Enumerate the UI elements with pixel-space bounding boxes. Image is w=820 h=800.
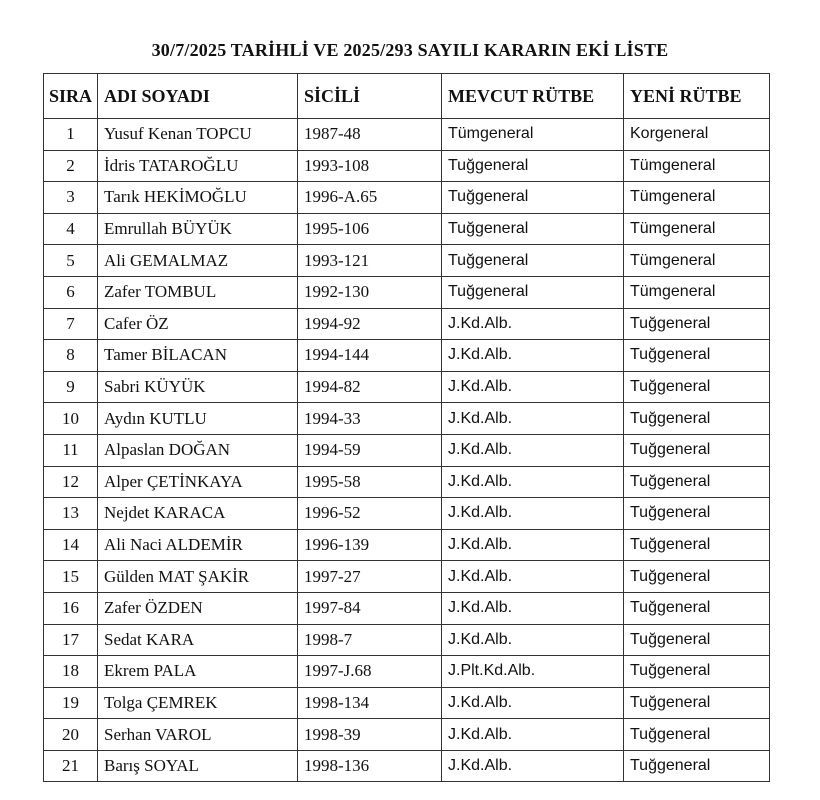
table-row xyxy=(44,308,770,340)
cell-sira: 13 xyxy=(44,498,98,530)
cell-yeni-rutbe: Tuğgeneral xyxy=(624,561,770,593)
table-row xyxy=(44,624,770,656)
cell-sicili: 1998-7 xyxy=(298,624,442,656)
cell-yeni-rutbe: Tümgeneral xyxy=(624,213,770,245)
cell-sicili: 1996-A.65 xyxy=(298,182,442,214)
cell-sicili: 1993-121 xyxy=(298,245,442,277)
cell-sicili: 1992-130 xyxy=(298,276,442,308)
header-yeni-rutbe: YENİ RÜTBE xyxy=(624,74,770,119)
table-header-row xyxy=(44,74,770,119)
header-mevcut-rutbe: MEVCUT RÜTBE xyxy=(442,74,624,119)
cell-adi-soyadi: Serhan VAROL xyxy=(98,719,298,751)
cell-sira: 5 xyxy=(44,245,98,277)
cell-mevcut-rutbe: J.Kd.Alb. xyxy=(442,371,624,403)
cell-sira: 14 xyxy=(44,529,98,561)
cell-sira: 10 xyxy=(44,403,98,435)
cell-sira: 15 xyxy=(44,561,98,593)
cell-sicili: 1997-84 xyxy=(298,592,442,624)
table-row xyxy=(44,371,770,403)
cell-sira: 19 xyxy=(44,687,98,719)
cell-yeni-rutbe: Tuğgeneral xyxy=(624,656,770,688)
cell-adi-soyadi: Ekrem PALA xyxy=(98,656,298,688)
cell-mevcut-rutbe: J.Kd.Alb. xyxy=(442,308,624,340)
cell-adi-soyadi: Cafer ÖZ xyxy=(98,308,298,340)
cell-mevcut-rutbe: Tuğgeneral xyxy=(442,182,624,214)
cell-sicili: 1993-108 xyxy=(298,150,442,182)
cell-mevcut-rutbe: J.Plt.Kd.Alb. xyxy=(442,656,624,688)
cell-sira: 9 xyxy=(44,371,98,403)
table-row xyxy=(44,276,770,308)
table-row xyxy=(44,687,770,719)
cell-sicili: 1997-27 xyxy=(298,561,442,593)
cell-adi-soyadi: Tarık HEKİMOĞLU xyxy=(98,182,298,214)
cell-mevcut-rutbe: J.Kd.Alb. xyxy=(442,592,624,624)
cell-yeni-rutbe: Tuğgeneral xyxy=(624,529,770,561)
cell-yeni-rutbe: Tuğgeneral xyxy=(624,308,770,340)
cell-adi-soyadi: Ali GEMALMAZ xyxy=(98,245,298,277)
cell-yeni-rutbe: Tümgeneral xyxy=(624,276,770,308)
cell-yeni-rutbe: Tuğgeneral xyxy=(624,687,770,719)
table-row xyxy=(44,340,770,372)
cell-yeni-rutbe: Tuğgeneral xyxy=(624,498,770,530)
cell-adi-soyadi: Nejdet KARACA xyxy=(98,498,298,530)
cell-adi-soyadi: Sabri KÜYÜK xyxy=(98,371,298,403)
table-row xyxy=(44,719,770,751)
cell-adi-soyadi: Yusuf Kenan TOPCU xyxy=(98,119,298,151)
cell-sicili: 1998-39 xyxy=(298,719,442,751)
cell-sicili: 1987-48 xyxy=(298,119,442,151)
cell-adi-soyadi: Alper ÇETİNKAYA xyxy=(98,466,298,498)
cell-sicili: 1997-J.68 xyxy=(298,656,442,688)
cell-sira: 12 xyxy=(44,466,98,498)
cell-mevcut-rutbe: J.Kd.Alb. xyxy=(442,687,624,719)
table-row xyxy=(44,403,770,435)
cell-sira: 7 xyxy=(44,308,98,340)
table-row xyxy=(44,182,770,214)
cell-sicili: 1994-144 xyxy=(298,340,442,372)
cell-sira: 8 xyxy=(44,340,98,372)
cell-sicili: 1996-139 xyxy=(298,529,442,561)
header-adi-soyadi: ADI SOYADI xyxy=(98,74,298,119)
cell-adi-soyadi: Ali Naci ALDEMİR xyxy=(98,529,298,561)
cell-yeni-rutbe: Tuğgeneral xyxy=(624,434,770,466)
cell-sira: 1 xyxy=(44,119,98,151)
cell-mevcut-rutbe: J.Kd.Alb. xyxy=(442,434,624,466)
cell-sira: 2 xyxy=(44,150,98,182)
cell-mevcut-rutbe: J.Kd.Alb. xyxy=(442,466,624,498)
cell-sira: 11 xyxy=(44,434,98,466)
header-sicili: SİCİLİ xyxy=(298,74,442,119)
cell-adi-soyadi: Emrullah BÜYÜK xyxy=(98,213,298,245)
table-row xyxy=(44,529,770,561)
cell-yeni-rutbe: Tümgeneral xyxy=(624,150,770,182)
cell-mevcut-rutbe: J.Kd.Alb. xyxy=(442,624,624,656)
cell-yeni-rutbe: Tümgeneral xyxy=(624,245,770,277)
cell-adi-soyadi: Aydın KUTLU xyxy=(98,403,298,435)
cell-sicili: 1994-82 xyxy=(298,371,442,403)
cell-sicili: 1995-106 xyxy=(298,213,442,245)
table-row xyxy=(44,498,770,530)
cell-mevcut-rutbe: Tümgeneral xyxy=(442,119,624,151)
table-row xyxy=(44,466,770,498)
header-sira: SIRA xyxy=(44,74,98,119)
cell-sicili: 1996-52 xyxy=(298,498,442,530)
cell-yeni-rutbe: Tuğgeneral xyxy=(624,371,770,403)
cell-sicili: 1994-59 xyxy=(298,434,442,466)
cell-mevcut-rutbe: J.Kd.Alb. xyxy=(442,340,624,372)
cell-mevcut-rutbe: Tuğgeneral xyxy=(442,150,624,182)
cell-sira: 21 xyxy=(44,750,98,782)
cell-yeni-rutbe: Tuğgeneral xyxy=(624,592,770,624)
cell-adi-soyadi: Zafer TOMBUL xyxy=(98,276,298,308)
cell-sira: 16 xyxy=(44,592,98,624)
cell-mevcut-rutbe: J.Kd.Alb. xyxy=(442,561,624,593)
cell-sicili: 1998-134 xyxy=(298,687,442,719)
table-row xyxy=(44,750,770,782)
cell-yeni-rutbe: Tuğgeneral xyxy=(624,466,770,498)
cell-mevcut-rutbe: Tuğgeneral xyxy=(442,276,624,308)
cell-adi-soyadi: İdris TATAROĞLU xyxy=(98,150,298,182)
cell-adi-soyadi: Barış SOYAL xyxy=(98,750,298,782)
cell-sira: 17 xyxy=(44,624,98,656)
document-title: 30/7/2025 TARİHLİ VE 2025/293 SAYILI KARARIN EKİ LİSTE xyxy=(151,40,669,60)
cell-yeni-rutbe: Korgeneral xyxy=(624,119,770,151)
cell-sira: 3 xyxy=(44,182,98,214)
cell-yeni-rutbe: Tuğgeneral xyxy=(624,624,770,656)
cell-adi-soyadi: Sedat KARA xyxy=(98,624,298,656)
cell-sira: 4 xyxy=(44,213,98,245)
cell-yeni-rutbe: Tuğgeneral xyxy=(624,340,770,372)
cell-mevcut-rutbe: J.Kd.Alb. xyxy=(442,719,624,751)
cell-sira: 6 xyxy=(44,276,98,308)
cell-adi-soyadi: Gülden MAT ŞAKİR xyxy=(98,561,298,593)
table-row xyxy=(44,434,770,466)
cell-mevcut-rutbe: J.Kd.Alb. xyxy=(442,403,624,435)
cell-yeni-rutbe: Tuğgeneral xyxy=(624,403,770,435)
cell-sicili: 1994-92 xyxy=(298,308,442,340)
cell-sira: 18 xyxy=(44,656,98,688)
cell-sicili: 1998-136 xyxy=(298,750,442,782)
cell-mevcut-rutbe: J.Kd.Alb. xyxy=(442,529,624,561)
cell-adi-soyadi: Tamer BİLACAN xyxy=(98,340,298,372)
cell-adi-soyadi: Alpaslan DOĞAN xyxy=(98,434,298,466)
promotion-list-table xyxy=(43,73,770,782)
cell-mevcut-rutbe: Tuğgeneral xyxy=(442,245,624,277)
table-row xyxy=(44,656,770,688)
cell-sicili: 1994-33 xyxy=(298,403,442,435)
cell-yeni-rutbe: Tuğgeneral xyxy=(624,719,770,751)
cell-yeni-rutbe: Tuğgeneral xyxy=(624,750,770,782)
cell-adi-soyadi: Zafer ÖZDEN xyxy=(98,592,298,624)
table-row xyxy=(44,592,770,624)
cell-mevcut-rutbe: J.Kd.Alb. xyxy=(442,750,624,782)
cell-sira: 20 xyxy=(44,719,98,751)
cell-mevcut-rutbe: Tuğgeneral xyxy=(442,213,624,245)
cell-yeni-rutbe: Tümgeneral xyxy=(624,182,770,214)
cell-mevcut-rutbe: J.Kd.Alb. xyxy=(442,498,624,530)
table-row xyxy=(44,150,770,182)
table-row xyxy=(44,245,770,277)
table-row xyxy=(44,213,770,245)
table-row xyxy=(44,119,770,151)
table-row xyxy=(44,561,770,593)
cell-sicili: 1995-58 xyxy=(298,466,442,498)
cell-adi-soyadi: Tolga ÇEMREK xyxy=(98,687,298,719)
